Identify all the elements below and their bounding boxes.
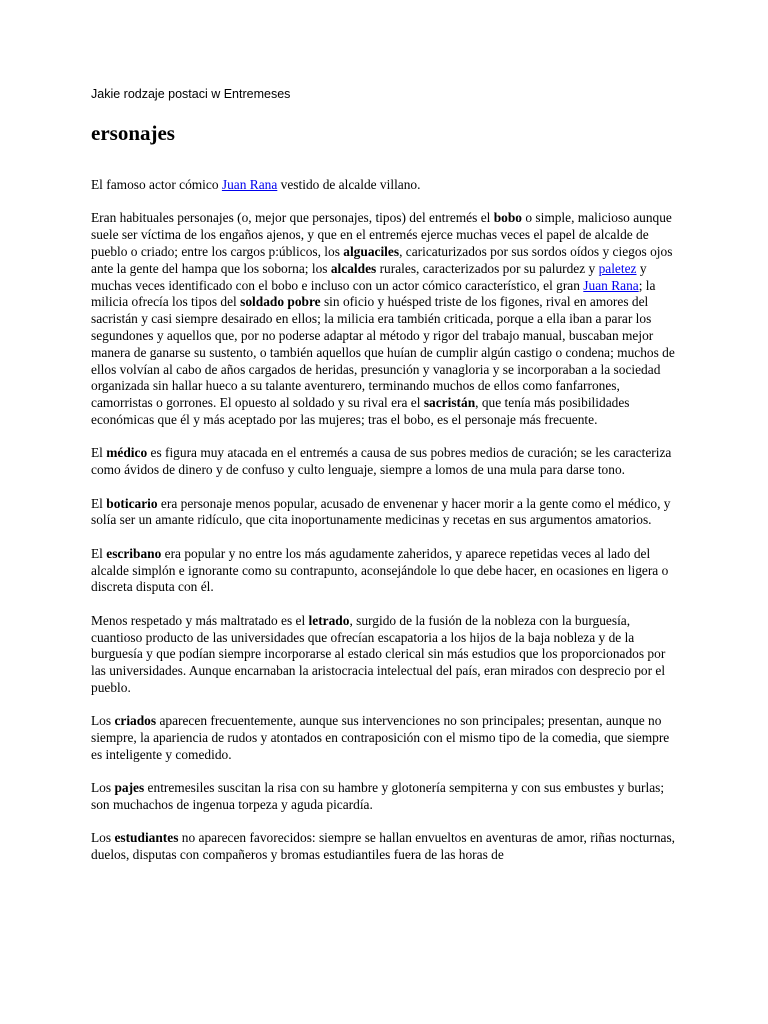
bold-term: letrado xyxy=(308,612,350,628)
paragraph xyxy=(91,780,681,814)
text-run: Los xyxy=(91,780,115,796)
paragraph xyxy=(91,830,681,864)
paragraph xyxy=(91,496,681,530)
text-run: vestido de alcalde villano. xyxy=(277,177,421,192)
text-run: Menos respetado y más maltratado es el xyxy=(91,612,309,628)
text-run: o simple, malicioso aunque suele ser víctima de los engaños ajenos, y que en el entremés ejerce muchas veces el papel de alcalde de pueblo o criado; entre los cargos p:úblicos, los xyxy=(91,210,672,259)
text-run: aparecen frecuentemente, aunque sus intervenciones no son principales; presentan, aunque no siempre, la apariencia de rudos y atontados en contraposición con el mismo tipo de la comedia, que siempre es inteligente y comedido. xyxy=(91,713,670,762)
inline-link[interactable]: Juan Rana xyxy=(221,177,278,192)
bold-term: pajes xyxy=(114,780,145,796)
paragraph xyxy=(91,445,681,479)
paragraph xyxy=(91,613,681,697)
text-run: ; la milicia ofrecía los tipos del xyxy=(91,277,656,310)
bold-term: alguaciles xyxy=(343,243,400,259)
inline-link[interactable]: paletez xyxy=(598,260,637,276)
document-page xyxy=(91,86,681,881)
bold-term: estudiantes xyxy=(114,830,179,846)
text-run: El famoso actor cómico xyxy=(91,177,222,192)
bold-term: boticario xyxy=(106,495,158,511)
paragraph xyxy=(91,546,681,596)
bold-term: criados xyxy=(114,713,157,729)
paragraph xyxy=(91,210,681,428)
section-heading: ersonajes xyxy=(91,121,175,145)
inline-link[interactable]: Juan Rana xyxy=(583,277,639,293)
text-run: rurales, caracterizados por su palurdez y xyxy=(376,260,599,276)
text-run: El xyxy=(91,495,107,511)
bold-term: médico xyxy=(106,445,148,461)
text-run: , caricaturizados por sus sordos oídos y ciegos ojos ante la gente del hampa que los soborna; los xyxy=(91,243,673,276)
text-run: es figura muy atacada en el entremés a causa de sus pobres medios de curación; se les caracteriza como ávidos de dinero y de confuso y culto lenguaje, siempre a lomos de una mula para darse tono. xyxy=(91,445,672,478)
text-run: , surgido de la fusión de la nobleza con la burguesía, cuantioso producto de las universidades que ofrecían escapatoria a los hijos de la baja nobleza y de la burguesía y que podían siempre incorporarse al estado clerical sin más estudios que los proporcionados por las universidades. Aunque encarnaban la aristocracia intelectual del país, eran mirados con desprecio por el pueblo. xyxy=(91,612,666,695)
text-run: no aparecen favorecidos: siempre se hallan envueltos en aventuras de amor, riñas nocturnas, duelos, disputas con compañeros y bromas estudiantiles fuera de las horas de xyxy=(91,830,676,863)
paragraph xyxy=(91,713,681,763)
text-run: era popular y no entre los más agudamente zaheridos, y aparece repetidas veces al lado del alcalde simplón e ignorante como su contrapunto, aconsejándole lo que debe hacer, en ocasiones en ligera o discreta disputa con él. xyxy=(91,545,669,595)
bold-term: soldado pobre xyxy=(240,294,321,310)
bold-term: sacristán xyxy=(423,395,476,411)
text-run: Eran habituales personajes (o, mejor que personajes, tipos) del entremés el xyxy=(91,210,494,226)
text-run: El xyxy=(91,545,107,561)
text-run: era personaje menos popular, acusado de envenenar y hacer morir a la gente como el médico, y solía ser un amante ridículo, que cita inoportunamente medicinas y recetas en sus argumentos amatorios. xyxy=(91,495,671,528)
text-run: El xyxy=(91,445,107,461)
text-run: Los xyxy=(91,830,115,846)
document-subtitle: Jakie rodzaje postaci w Entremeses xyxy=(91,87,291,101)
bold-term: bobo xyxy=(493,210,522,226)
text-run: y muchas veces identificado con el bobo e incluso con un actor cómico característico, el gran xyxy=(91,260,647,293)
text-run: , que tenía más posibilidades económicas que él y más aceptado por las mujeres; tras el bobo, es el personaje más frecuente. xyxy=(91,395,630,427)
paragraph xyxy=(91,177,681,194)
bold-term: escribano xyxy=(106,545,162,561)
text-run: Los xyxy=(91,713,115,729)
bold-term: alcaldes xyxy=(330,260,377,276)
paragraph-list xyxy=(91,177,681,864)
text-run: sin oficio y huésped triste de los figones, rival en amores del sacristán y casi siempre desairado en ellos; la milicia era también criticada, porque a ella iban a parar los segundones y aquellos que, por no poderse adaptar al método y rigor del trabajo manual, buscaban mejor manera de ganarse su sustento, o también aquellos que huían de cumplir algún castigo o condena; muchos de ellos volvían al cabo de años cargados de heridas, presunción y vanagloria y se incorporaban a la sociedad organizada sin hallar hueco a su talante aventurero, terminando muchos de ellos como fanfarrones, camorristas o gorrones. El opuesto al soldado y su rival era el xyxy=(91,294,675,411)
text-run: entremesiles suscitan la risa con su hambre y glotonería sempiterna y con sus embustes y burlas; son muchachos de ingenua torpeza y aguda picardía. xyxy=(91,780,665,813)
